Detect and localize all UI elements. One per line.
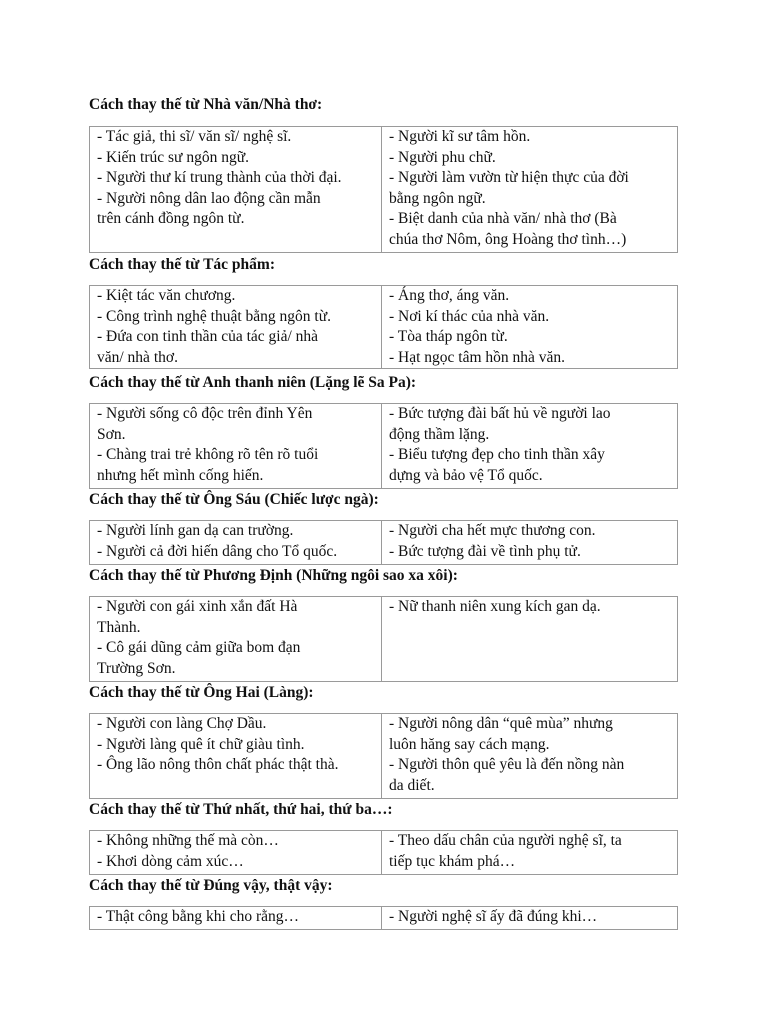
table-line: văn/ nhà thơ. (97, 348, 178, 366)
section-phuong-dinh (89, 566, 678, 682)
table-right-cell (382, 907, 677, 929)
table-line: - Bức tượng đài về tình phụ tử. (389, 542, 581, 560)
table-line: - Bức tượng đài bất hủ về người lao (389, 405, 611, 422)
table-line: - Cô gái dũng cảm giữa bom đạn (97, 639, 301, 656)
table-left-cell (90, 831, 382, 874)
table-line: - Tòa tháp ngôn từ. (389, 328, 508, 345)
table-left-cell (90, 521, 382, 564)
section-heading: Cách thay thế từ Anh thanh niên (Lặng lẽ Sa Pa): (89, 374, 417, 391)
table-line: - Người nghệ sĩ ấy đã đúng khi… (389, 908, 598, 925)
table-line: - Biệt danh của nhà văn/ nhà thơ (Bà (389, 210, 617, 227)
section-affirmation (89, 876, 678, 930)
table-line: - Người lính gan dạ can trường. (97, 522, 294, 539)
table-line: - Kiệt tác văn chương. (97, 287, 236, 304)
table-line: - Người làm vườn từ hiện thực của đời (389, 169, 629, 186)
table-line: - Người con làng Chợ Dầu. (97, 715, 267, 732)
table-line: dựng và bảo vệ Tổ quốc. (389, 466, 543, 484)
table-line: - Biểu tượng đẹp cho tinh thần xây (389, 446, 605, 463)
section-young-man (89, 373, 678, 489)
table-line: - Người làng quê ít chữ giàu tình. (97, 735, 305, 753)
table-line: - Đứa con tinh thần của tác giả/ nhà (97, 328, 319, 345)
synonym-table (89, 520, 678, 565)
table-left-cell (90, 597, 382, 681)
table-left-cell (90, 286, 382, 368)
section-work (89, 255, 678, 369)
section-heading: Cách thay thế từ Ông Sáu (Chiếc lược ngà): (89, 491, 379, 508)
table-line: - Người kĩ sư tâm hồn. (389, 128, 531, 145)
table-left-cell (90, 404, 382, 488)
table-right-cell (382, 404, 677, 488)
section-ong-hai (89, 683, 678, 799)
table-line: động thầm lặng. (389, 425, 490, 443)
section-heading: Cách thay thế từ Tác phẩm: (89, 256, 275, 273)
synonym-table (89, 126, 678, 253)
section-heading: Cách thay thế từ Nhà văn/Nhà thơ: (89, 96, 323, 113)
table-line: luôn hăng say cách mạng. (389, 735, 550, 753)
table-left-cell (90, 907, 382, 929)
table-line: da diết. (389, 776, 435, 794)
table-line: chúa thơ Nôm, ông Hoàng thơ tình…) (389, 230, 627, 248)
table-line: - Người con gái xinh xắn đất Hà (97, 598, 298, 615)
table-line: - Nơi kí thác của nhà văn. (389, 307, 550, 325)
section-writer (89, 95, 678, 253)
table-line: Thành. (97, 618, 141, 636)
synonym-table (89, 906, 678, 930)
table-line: - Hạt ngọc tâm hồn nhà văn. (389, 348, 566, 366)
section-ordinals (89, 800, 678, 875)
table-right-cell (382, 714, 677, 798)
table-line: tiếp tục khám phá… (389, 852, 516, 870)
section-ong-sau (89, 490, 678, 565)
table-line: - Chàng trai trẻ không rõ tên rõ tuổi (97, 446, 319, 463)
table-right-cell (382, 831, 677, 874)
table-line: Trường Sơn. (97, 659, 176, 677)
table-line: - Người sống cô độc trên đỉnh Yên (97, 405, 313, 422)
table-line: - Công trình nghệ thuật bằng ngôn từ. (97, 307, 331, 325)
section-heading: Cách thay thế từ Đúng vậy, thật vậy: (89, 877, 333, 894)
synonym-table (89, 596, 678, 682)
table-line: - Nữ thanh niên xung kích gan dạ. (389, 598, 601, 615)
section-heading: Cách thay thế từ Phương Định (Những ngôi sao xa xôi): (89, 567, 458, 584)
table-line: - Không những thế mà còn… (97, 832, 279, 849)
table-line: - Người phu chữ. (389, 148, 496, 166)
table-line: nhưng hết mình cống hiến. (97, 466, 264, 484)
table-line: - Người cả đời hiến dâng cho Tổ quốc. (97, 542, 338, 560)
table-line: - Tác giả, thi sĩ/ văn sĩ/ nghệ sĩ. (97, 128, 292, 145)
synonym-table (89, 403, 678, 489)
table-line: - Theo dấu chân của người nghệ sĩ, ta (389, 832, 622, 849)
synonym-table (89, 830, 678, 875)
table-right-cell (382, 127, 677, 252)
table-line: - Người thư kí trung thành của thời đại. (97, 169, 342, 186)
table-line: Sơn. (97, 425, 126, 443)
table-line: trên cánh đồng ngôn từ. (97, 210, 245, 227)
table-line: - Khơi dòng cảm xúc… (97, 852, 244, 870)
table-line: - Kiến trúc sư ngôn ngữ. (97, 148, 249, 166)
table-line: - Người thôn quê yêu là đến nồng nàn (389, 756, 625, 773)
table-line: - Người nông dân “quê mùa” nhưng (389, 715, 613, 732)
synonym-table (89, 713, 678, 799)
section-heading: Cách thay thế từ Ông Hai (Làng): (89, 684, 314, 701)
table-line: - Ông lão nông thôn chất phác thật thà. (97, 756, 339, 773)
table-line: - Người nông dân lao động cần mẫn (97, 189, 321, 207)
table-right-cell (382, 521, 677, 564)
table-line: - Áng thơ, áng văn. (389, 287, 510, 304)
table-right-cell (382, 597, 677, 681)
synonym-table (89, 285, 678, 369)
table-line: - Thật công bằng khi cho rằng… (97, 908, 300, 925)
table-right-cell (382, 286, 677, 368)
section-heading: Cách thay thế từ Thứ nhất, thứ hai, thứ ba…: (89, 801, 393, 818)
table-line: - Người cha hết mực thương con. (389, 522, 596, 539)
table-line: bằng ngôn ngữ. (389, 189, 486, 207)
table-left-cell (90, 714, 382, 798)
table-left-cell (90, 127, 382, 252)
